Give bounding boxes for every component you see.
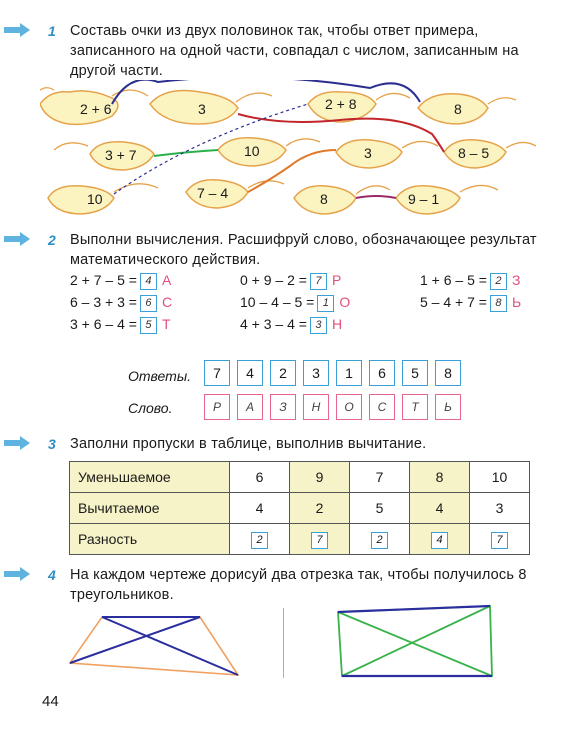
answer-box: 7 (491, 532, 508, 549)
table-cell: 8 (410, 462, 470, 493)
table-cell: 7 (350, 462, 410, 493)
answer-cell: 6 (369, 360, 395, 386)
task2-text: Выполни вычисления. Расшифруй слово, обозначающее результат математического действия. (70, 232, 537, 268)
quadrilateral-drawing (330, 600, 510, 685)
task2-row1-col2 (240, 272, 341, 290)
lens-g-label: 3 (364, 145, 372, 161)
expr-text: 5 – 4 + 7 = (420, 294, 487, 310)
task2-row3-col2 (240, 316, 342, 334)
word-letter-cell: З (270, 394, 296, 420)
expr-text: 4 + 3 – 4 = (240, 316, 307, 332)
task1-text: Составь очки из двух половинок так, чтобы ответ примера, записанного на одной части, совпадал с числом, записанным на другой части. (70, 23, 519, 79)
divider-line (283, 608, 284, 678)
answer-cell: 1 (336, 360, 362, 386)
word-letter-cell: Н (303, 394, 329, 420)
answer-box: 2 (251, 532, 268, 549)
task4-number: 4 (48, 567, 56, 583)
word-label: Слово. (128, 400, 173, 416)
task1-number: 1 (48, 23, 56, 39)
expr-text: 1 + 6 – 5 = (420, 272, 487, 288)
answer-box: 4 (140, 273, 157, 290)
table-cell (470, 524, 530, 555)
table-cell: 5 (350, 493, 410, 524)
answer-cell: 2 (270, 360, 296, 386)
answer-box: 1 (317, 295, 334, 312)
word-letter-cell: С (369, 394, 395, 420)
word-letter-cell: А (237, 394, 263, 420)
answer-box: 4 (431, 532, 448, 549)
word-letter-cell: Р (204, 394, 230, 420)
lens-k-label: 8 (320, 191, 328, 207)
answer-cell: 4 (237, 360, 263, 386)
lens-a-label: 2 + 6 (80, 101, 112, 117)
word-letter-cell: Ь (435, 394, 461, 420)
answer-box: 7 (310, 273, 327, 290)
lens-b-label: 3 (198, 101, 206, 117)
row-header: Вычитаемое (70, 493, 230, 524)
lens-l-label: 9 – 1 (408, 191, 440, 207)
cipher-letter: Н (331, 316, 343, 332)
row-header: Уменьшаемое (70, 462, 230, 493)
task2-row3-col1 (70, 316, 171, 334)
word-letter-cell: О (336, 394, 362, 420)
task3-marker-icon (4, 436, 30, 450)
cipher-letter: С (161, 294, 173, 310)
table-row-difference (70, 524, 530, 555)
task3-number: 3 (48, 436, 56, 452)
page-number: 44 (42, 693, 59, 710)
lens-d (418, 94, 488, 124)
row-header: Разность (70, 524, 230, 555)
answer-box: 8 (490, 295, 507, 312)
task2-row2-col2 (240, 294, 350, 312)
task2-marker-icon (4, 232, 30, 246)
task2-row2-col1 (70, 294, 172, 312)
table-cell: 3 (470, 493, 530, 524)
answer-box: 2 (371, 532, 388, 549)
table-row-subtrahend (70, 493, 530, 524)
table-cell (290, 524, 350, 555)
lens-i-label: 10 (87, 191, 103, 207)
table-cell: 6 (230, 462, 290, 493)
table-cell: 9 (290, 462, 350, 493)
task2-row1-col3 (420, 272, 520, 290)
answer-box: 7 (311, 532, 328, 549)
task2-number: 2 (48, 232, 56, 248)
lens-i (48, 186, 114, 214)
lens-d-label: 8 (454, 101, 462, 117)
answer-cell: 8 (435, 360, 461, 386)
lens-e-label: 3 + 7 (105, 147, 137, 163)
cipher-letter: Т (161, 316, 171, 332)
expr-text: 6 – 3 + 3 = (70, 294, 137, 310)
table-cell: 4 (230, 493, 290, 524)
lens-c-label: 2 + 8 (325, 96, 357, 112)
lens-f-label: 10 (244, 143, 260, 159)
cipher-letter: О (339, 294, 351, 310)
table-cell: 10 (470, 462, 530, 493)
table-cell (230, 524, 290, 555)
word-letter-cell: Т (402, 394, 428, 420)
expr-text: 0 + 9 – 2 = (240, 272, 307, 288)
table-cell (410, 524, 470, 555)
answer-cell: 3 (303, 360, 329, 386)
cipher-letter: А (161, 272, 172, 288)
table-cell (350, 524, 410, 555)
expr-text: 3 + 6 – 4 = (70, 316, 137, 332)
table-row-minuend (70, 462, 530, 493)
lens-b (150, 91, 238, 125)
expr-text: 10 – 4 – 5 = (240, 294, 315, 310)
trapezoid-drawing (60, 605, 260, 685)
lens-h-label: 8 – 5 (458, 145, 490, 161)
answer-box: 3 (310, 317, 327, 334)
answer-box: 5 (140, 317, 157, 334)
table-cell: 2 (290, 493, 350, 524)
lens-j-label: 7 – 4 (197, 185, 229, 201)
table-cell: 4 (410, 493, 470, 524)
cipher-letter: Р (331, 272, 342, 288)
subtraction-table (69, 461, 530, 555)
answer-box: 6 (140, 295, 157, 312)
answers-label: Ответы. (128, 368, 192, 384)
task4-marker-icon (4, 567, 30, 581)
expr-text: 2 + 7 – 5 = (70, 272, 137, 288)
task1-marker-icon (4, 23, 30, 37)
task4-text: На каждом чертеже дорисуй два отрезка так, чтобы получилось 8 треугольников. (70, 567, 527, 603)
task3-text: Заполни пропуски в таблице, выполнив вычитание. (70, 436, 427, 452)
cipher-letter: З (511, 272, 521, 288)
task2-row1-col1 (70, 272, 171, 290)
answer-cell: 5 (402, 360, 428, 386)
answer-cell: 7 (204, 360, 230, 386)
answer-box: 2 (490, 273, 507, 290)
task2-row2-col3 (420, 294, 521, 312)
cipher-letter: Ь (511, 294, 522, 310)
